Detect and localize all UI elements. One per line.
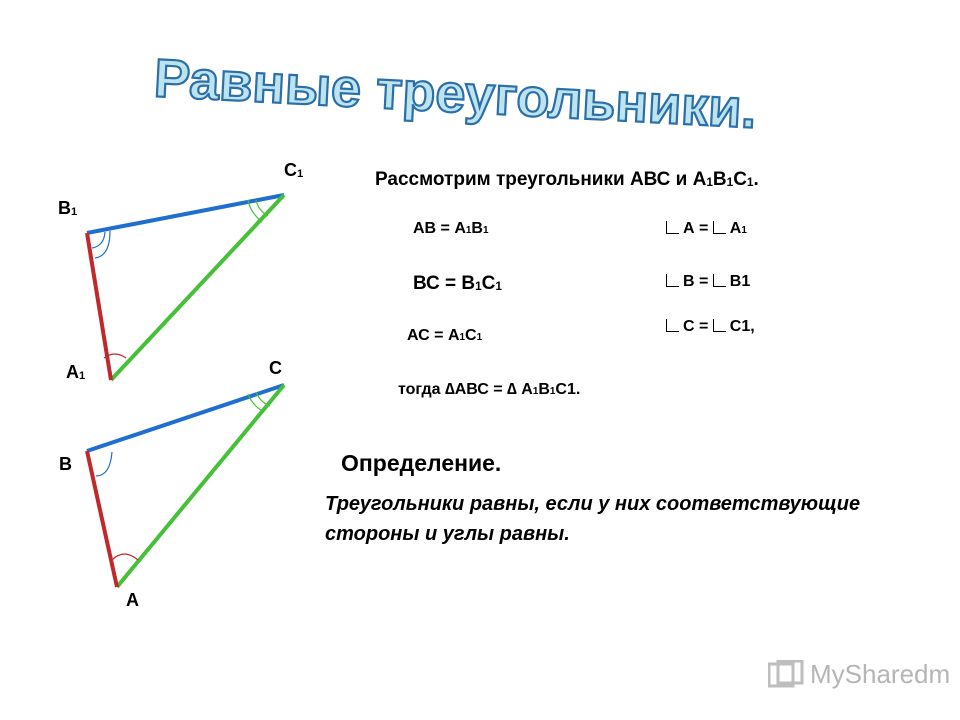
triangle-a1b1c1 xyxy=(87,195,284,380)
angle-icon xyxy=(666,221,679,234)
angle-icon xyxy=(713,221,726,234)
equality-ac: АС = $А_1С_1$ xyxy=(407,327,483,344)
angle-icon xyxy=(666,274,679,287)
side-ab xyxy=(87,451,117,587)
watermark-text: MySharedm xyxy=(810,659,951,689)
vertex-label-c1: $C_1$ xyxy=(284,160,304,180)
angle-icon xyxy=(713,319,726,332)
angle-mark-b1 xyxy=(92,232,105,248)
vertex-label-a: A xyxy=(126,590,139,610)
definition-body: Треугольники равны, если у них соответствующие стороны и углы равны. xyxy=(325,493,861,545)
vertex-label-b1: $B_1$ xyxy=(58,198,78,218)
page-title: Равные треугольники. xyxy=(152,48,758,140)
definition-heading: Определение. xyxy=(341,450,502,476)
angle-mark-b1-2 xyxy=(95,231,110,258)
myshared-logo-icon xyxy=(768,660,804,690)
intro-text: Рассмотрим треугольники АВС и $А_1В_1С_1$. xyxy=(375,169,759,190)
side-ac xyxy=(117,385,284,587)
equality-bc: ВС = $В_1С_1$ xyxy=(413,273,502,294)
equality-angle-b: В = В1 xyxy=(666,273,750,291)
side-a1b1 xyxy=(87,233,111,380)
equality-angle-a: $А = А_1$ xyxy=(666,220,747,238)
angle-icon xyxy=(713,274,726,287)
angle-icon xyxy=(666,319,679,332)
angle-mark-a xyxy=(112,554,138,560)
vertex-label-c: C xyxy=(269,358,282,378)
triangle-abc xyxy=(87,385,284,587)
conclusion-line: тогда ∆АВС = ∆ $А_1В_1С1$. xyxy=(398,381,581,398)
vertex-label-a1: $A_1$ xyxy=(66,362,86,382)
watermark xyxy=(768,659,950,690)
equality-angle-c: С = С1, xyxy=(666,318,755,336)
equality-ab: АВ = $А_1В_1$ xyxy=(413,220,489,237)
vertex-label-b: B xyxy=(59,454,72,474)
angle-mark-b xyxy=(96,452,112,476)
